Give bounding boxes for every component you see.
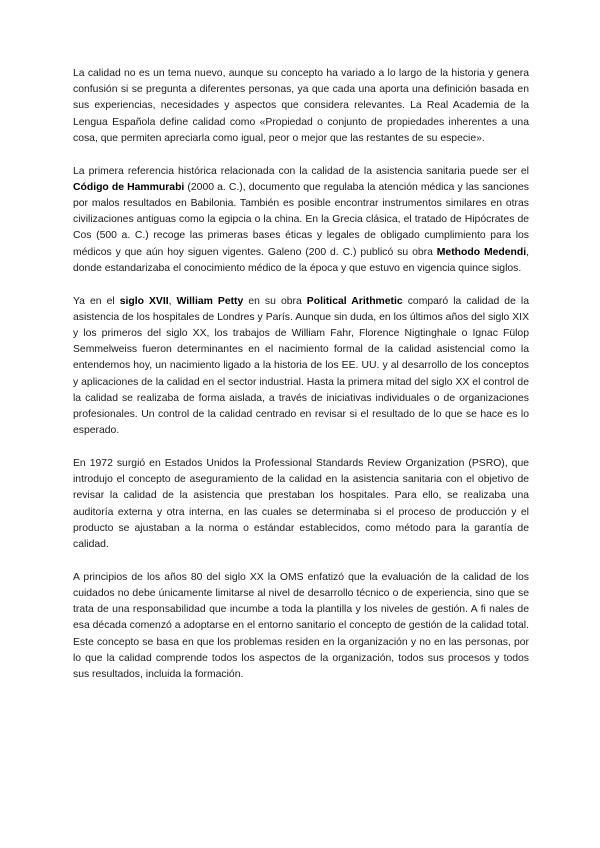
bold-term-william-petty: William Petty xyxy=(176,295,244,307)
paragraph-text: A principios de los años 80 del siglo XX la OMS enfatizó que la evaluación de la calidad de los cuidados no debe únicamente limitarse al nivel de desarrollo técnico o de experiencia, sino que se trata de una responsabilidad que incumbe a toda la plantilla y los niveles de gestión. A fi nales de esa década comenzó a adoptarse en el entorno sanitario el concepto de gestión de la calidad total. Este concepto se basa en que los problemas residen en la organización y no en las personas, por lo que la calidad comprende todos los aspectos de la organización, todos sus procesos y todos sus resultados, incluida la formación. xyxy=(73,571,529,681)
paragraph-text: , donde estandarizaba el conocimiento médico de la época y que estuvo en vigencia quince siglos. xyxy=(73,246,530,274)
paragraph-2 xyxy=(73,164,529,277)
bold-term-methodo-medendi: Methodo Medendi xyxy=(436,246,527,258)
paragraph-text: , xyxy=(168,295,177,307)
paragraph-4 xyxy=(73,456,529,553)
paragraph-3 xyxy=(73,294,529,440)
paragraph-5 xyxy=(73,570,529,683)
paragraph-text: La primera referencia histórica relacionada con la calidad de la asistencia sanitaria puede ser el xyxy=(73,165,529,177)
bold-term-siglo-xvii: siglo XVII xyxy=(119,295,169,307)
paragraph-text: Ya en el xyxy=(73,295,120,307)
paragraph-text: En 1972 surgió en Estados Unidos la Professional Standards Review Organization (PSRO), que introdujo el concepto de aseguramiento de la calidad en la asistencia sanitaria con el objetivo de revisar la calidad de la asistencia que prestaban los hospitales. Para ello, se realizaba una auditoría externa y otra interna, en las cuales se determinaba si el proceso de producción y el producto se ajustaban a la norma o estándar establecidos, como método para la garantía de calidad. xyxy=(73,458,529,551)
paragraph-text: comparó la calidad de la asistencia de los hospitales de Londres y París. Aunque sin duda, en los últimos años del siglo XIX y los primeros del siglo XX, los trabajos de William Fahr, Florence Nigtinghale o Ignac Fülop Semmelweiss fueron determinantes en el nacimiento formal de la calidad asistencial como la entendemos hoy, un nacimiento ligado a la historia de los EE. UU. y al desarrollo de los conceptos y aplicaciones de la calidad en el sector industrial. Hasta la primera mitad del siglo XX el control de la calidad se realizaba de forma aislada, a través de iniciativas individuales o de organizaciones profesionales. Un control de la calidad centrado en revisar si el resultado de lo que se hace es lo esperado. xyxy=(73,295,529,437)
bold-term-political-arithmetic: Political Arithmetic xyxy=(306,295,403,307)
paragraph-1 xyxy=(73,66,529,147)
bold-term-codigo-hammurabi: Código de Hammurabi xyxy=(73,181,185,193)
paragraph-text: (2000 a. C.), documento que regulaba la atención médica y las sanciones por malos resultados en Babilonia. También es posible encontrar instrumentos similares en otras civilizaciones antiguas como la egipcia o la china. En la Grecia clásica, el tratado de Hipócrates de Cos (500 a. C.) recoge las primeras bases éticas y legales de obligado cumplimiento para los médicos y que aún hoy siguen vigentes. Galeno (200 d. C.) publicó su obra xyxy=(73,181,530,258)
paragraph-text: La calidad no es un tema nuevo, aunque su concepto ha variado a lo largo de la historia y genera confusión si se pregunta a diferentes personas, ya que cada una aporta una definición basada en sus experiencias, necesidades y aspectos que considera relevantes. La Real Academia de la Lengua Española define calidad como «Propiedad o conjunto de propiedades inherentes a una cosa, que permiten apreciarla como igual, peor o mejor que las restantes de su especie». xyxy=(73,68,529,144)
document-page xyxy=(73,66,529,700)
paragraph-text: en su obra xyxy=(243,295,307,307)
